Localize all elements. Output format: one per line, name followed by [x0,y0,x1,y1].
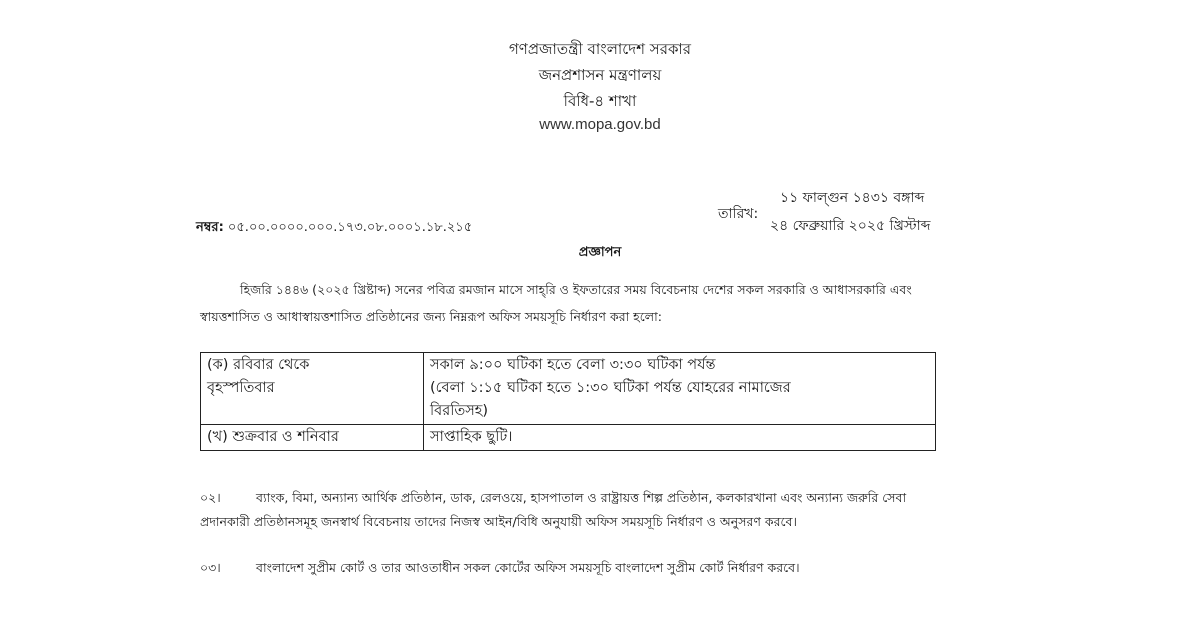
time-cell [424,353,936,425]
header-branch: বিধি-৪ শাখা [563,92,637,110]
notice-title: প্রজ্ঞাপন [578,245,622,260]
time-line: (বেলা ১:১৫ ঘটিকা হতে ১:৩০ ঘটিকা পর্যন্ত যোহরের নামাজের [430,380,791,396]
paragraph-2 [200,486,950,534]
header-website: www.mopa.gov.bd [539,116,661,133]
paragraph-3 [200,556,950,580]
office-schedule-table [200,352,936,451]
days-line: (খ) শুক্রবার ও শনিবার [207,429,339,445]
paragraph-line: প্রদানকারী প্রতিষ্ঠানসমূহ জনস্বার্থ বিবেচনায় তাদের নিজস্ব আইন/বিধি অনুযায়ী অফিস সময়সূচি নির্ধারণ ও অনুসরণ করবে। [200,514,797,529]
days-line: বৃহস্পতিবার [207,380,275,396]
days-cell [201,353,424,425]
paragraph-line: ব্যাংক, বিমা, অন্যান্য আর্থিক প্রতিষ্ঠান, ডাক, রেলওয়ে, হাসপাতাল ও রাষ্ট্রায়ত্ত শিল্প প্রতিষ্ঠান, কলকারখানা এবং অন্যান্য জরুরি সেবা [256,490,907,505]
memo-value: ০৫.০০.০০০০.০০০.১৭৩.০৮.০০০১.১৮.২১৫ [227,220,473,235]
header-ministry: জনপ্রশাসন মন্ত্রণালয় [538,66,662,84]
paragraph-1: হিজরি ১৪৪৬ (২০২৫ খ্রিষ্টাব্দ) সনের পবিত্র রমজান মাসে সাহ্‌রি ও ইফতারের সময় বিবেচনায় দেশের সকল সরকারি ও আধাসরকারি এবং স্বায়ত্তশাসিত ও আধাস্বায়ত্তশাসিত প্রতিষ্ঠানের জন্য নিম্নরূপ অফিস সময়সূচি নির্ধারণ করা হলো: [200,282,912,324]
date-gregorian: ২৪ ফেব্রুয়ারি ২০২৫ খ্রিস্টাব্দ [770,218,931,234]
paragraph-number: ০৩। [200,560,221,575]
header-government: গণপ্রজাতন্ত্রী বাংলাদেশ সরকার [508,40,692,58]
table-row [201,425,936,451]
time-line: বিরতিসহ) [430,403,489,419]
days-line: (ক) রবিবার থেকে [207,357,310,373]
memo-label: নম্বর: [196,220,224,235]
time-cell [424,425,936,451]
memo-number [196,218,472,239]
time-line: সাপ্তাহিক ছুটি। [430,429,513,445]
table-row [201,353,936,425]
time-line: সকাল ৯:০০ ঘটিকা হতে বেলা ৩:৩০ ঘটিকা পর্যন্ত [430,357,716,373]
date-bangla: ১১ ফাল্গুন ১৪৩১ বঙ্গাব্দ [780,190,925,206]
paragraph-line: বাংলাদেশ সুপ্রীম কোর্ট ও তার আওতাধীন সকল কোর্টের অফিস সময়সূচি বাংলাদেশ সুপ্রীম কোর্ট নির্ধারণ করবে। [256,560,800,575]
date-label: তারিখ: [718,206,759,222]
days-cell [201,425,424,451]
paragraph-number: ০২। [200,490,221,505]
